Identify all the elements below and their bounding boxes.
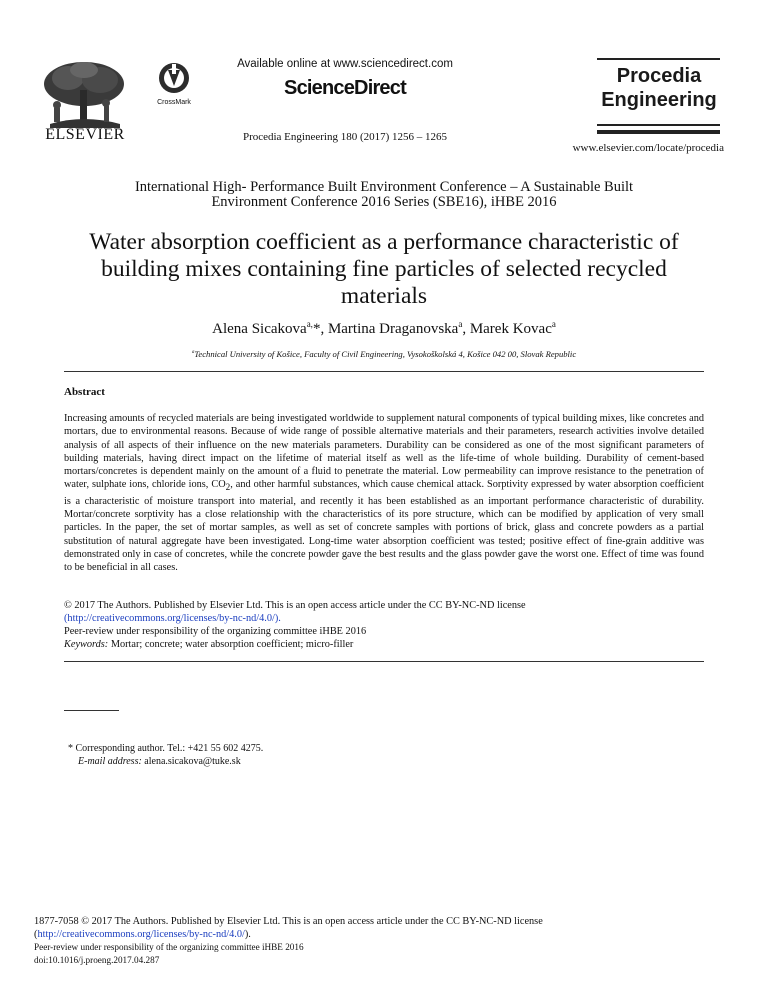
issn-line: 1877-7058 © 2017 The Authors. Published by Elsevier Ltd. This is an open access article under the CC BY-NC-ND license: [34, 916, 543, 927]
journal-reference: Procedia Engineering 180 (2017) 1256 – 1265: [242, 131, 448, 143]
available-online: Available online at www.sciencedirect.com: [237, 58, 453, 70]
peer-review: Peer-review under responsibility of the organizing committee iHBE 2016: [64, 626, 367, 637]
email-label: E-mail address:: [78, 756, 142, 767]
divider-bottom: [64, 661, 704, 662]
author-affiliation-mark: a: [551, 319, 556, 329]
journal-website[interactable]: www.elsevier.com/locate/procedia: [572, 142, 724, 154]
license-link-block: [64, 612, 281, 625]
doi[interactable]: doi:10.1016/j.proeng.2017.04.287: [34, 955, 160, 965]
license-link[interactable]: (http://creativecommons.org/licenses/by-nc-nd/4.0/).: [64, 613, 281, 624]
page-footer: [34, 915, 734, 967]
conference-line2: Environment Conference 2016 Series (SBE16), iHBE 2016: [211, 194, 557, 210]
elsevier-tree-logo: [40, 60, 128, 130]
abstract-text-part2: , and other harmful substances, which cause chemical attack. Sorptivity expressed by water absorption coefficient is a characteristic of moisture transport into material, and recently it has been established as an important performance characteristic of durability. Mortar/concrete sorptivity has a close relationship with the characteristics of its pore structure, which can be modified by application of very small particles. In the paper, the set of mortar samples, as well as set of concrete samples with portions of brick, glass and concrete powders as a partial substitution of natural aggregate have been investigated. Long-time water absorption coefficient was tested; positive effect of fine-grain additive was demonstrated only in case of concretes, while the concrete powder gave the best results and the glass powder gave the worst one. Effect of time was found to be beneficial in all cases.: [64, 479, 705, 574]
abstract-subscript: 2: [225, 482, 231, 493]
abstract-heading: Abstract: [64, 386, 105, 398]
corresponding-star: *: [312, 321, 321, 337]
affiliation-text: Technical University of Košice, Faculty of Civil Engineering, Vysokoškolská 4, Košice 042 00, Slovak Republic: [194, 349, 577, 359]
crossmark-icon: [154, 62, 194, 96]
abstract-text-part1: Increasing amounts of recycled materials are being investigated worldwide to supplement natural components of typical building mixes, like concretes and mortars, due to environmental reasons. Because of wide range of possible alternative materials and their parameters, research activities involve detailed analysis of all aspects of their influence on the new materials parameters. Durability can be considered as one of the most significant parameters of building materials, having direct impact on the lifetime of material itself as well as the life-time of whole building. Durability of cement-based mortars/concretes is dependent mainly on the amount of a fluid to penetrate the material. Low permeability can improve resistance to the penetration of water, sulphate ions, chloride ions, CO: [64, 413, 704, 491]
journal-name: [598, 64, 720, 112]
author-affiliation-mark: a: [458, 319, 463, 329]
procedia-rule-mid: [597, 124, 720, 126]
conference-line1: International High- Performance Built Environment Conference – A Sustainable Built: [134, 179, 634, 195]
email-address[interactable]: alena.sicakova@tuke.sk: [144, 756, 241, 767]
copyright-line: © 2017 The Authors. Published by Elsevier Ltd. This is an open access article under the CC BY-NC-ND license: [64, 600, 526, 611]
procedia-rule-top: [597, 58, 720, 60]
keywords-text: Mortar; concrete; water absorption coefficient; micro-filler: [110, 639, 354, 650]
journal-name-line1: Procedia: [616, 65, 702, 87]
title-line2: building mixes containing fine particles of selected recycled: [101, 256, 667, 282]
footer-license-line: [34, 928, 734, 941]
footnote: [68, 742, 263, 768]
footer-license-link[interactable]: http://creativecommons.org/licenses/by-nc-nd/4.0/: [37, 929, 245, 940]
keywords-label: Keywords:: [64, 639, 109, 650]
footer-peer-review: Peer-review under responsibility of the organizing committee iHBE 2016: [34, 942, 304, 952]
author-affiliation-mark: a,: [306, 319, 313, 329]
crossmark-badge[interactable]: [152, 62, 196, 106]
footnote-rule: [64, 710, 119, 711]
divider-top: [64, 371, 704, 372]
abstract-body: [64, 412, 704, 575]
title-line1: Water absorption coefficient as a performance characteristic of: [89, 229, 679, 255]
journal-name-line2: Engineering: [601, 89, 717, 111]
paren-close: ).: [244, 929, 251, 940]
email-line: [68, 755, 263, 768]
procedia-rule-bottom: [597, 130, 720, 134]
paren-open: (: [34, 929, 38, 940]
crossmark-label: CrossMark: [157, 99, 191, 106]
title-line3: materials: [340, 283, 428, 309]
conference-name: [70, 180, 698, 210]
affiliation-mark: a: [191, 349, 195, 356]
author-name: Alena Sicakova: [212, 321, 307, 337]
affiliation: [60, 349, 708, 359]
author-name: Marek Kovac: [469, 321, 552, 337]
author-list: Alena Sicakova$^{a,}$*, Martina Draganovska$^a$, Marek Kovac$^a$: [212, 319, 556, 337]
corresponding-author: * Corresponding author. Tel.: +421 55 602 4275.: [68, 743, 264, 754]
sciencedirect-logo: ScienceDirect: [284, 77, 406, 99]
publisher-name: ELSEVIER: [45, 126, 125, 143]
keywords: [64, 638, 353, 651]
article-title: [60, 229, 708, 310]
author-name: Martina Draganovska: [327, 321, 459, 337]
